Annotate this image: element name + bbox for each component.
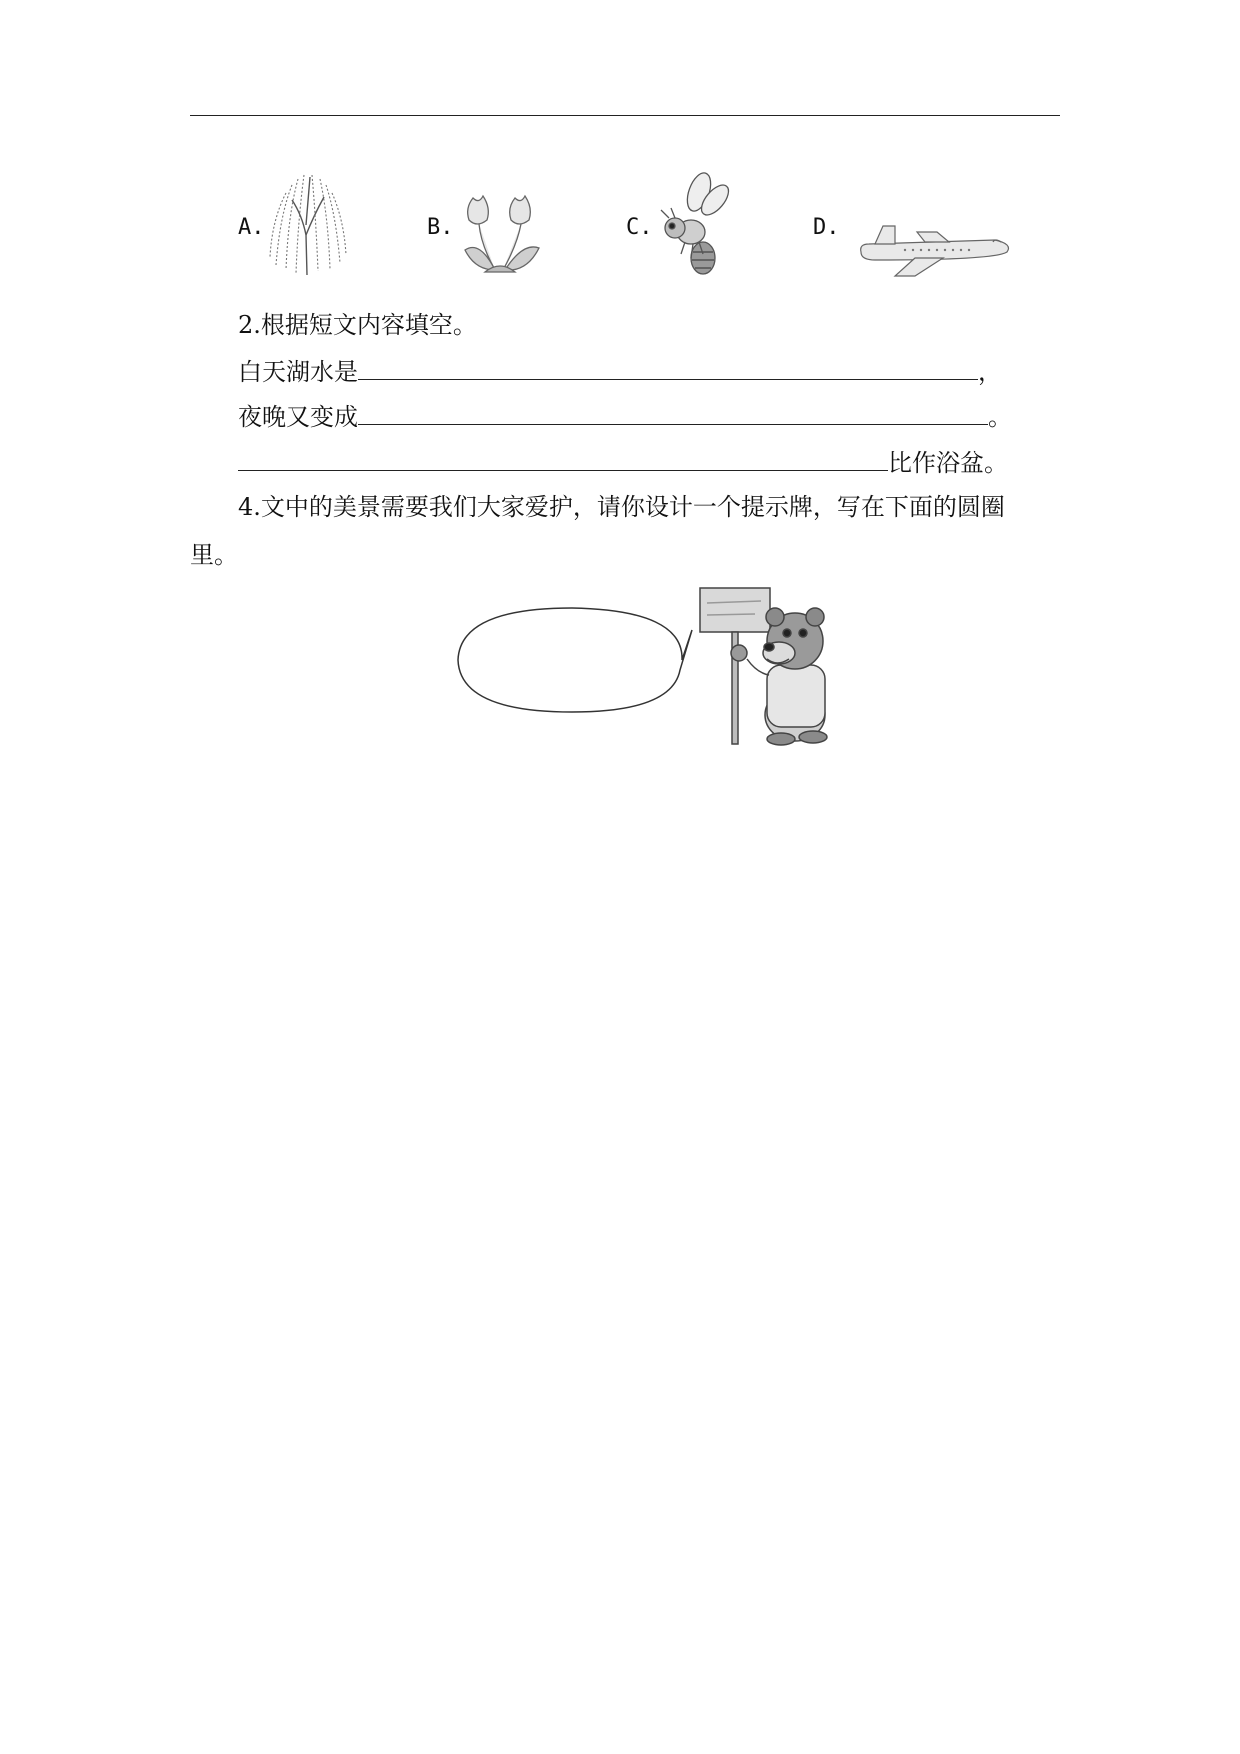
fill-line-2-suffix: 。 — [988, 403, 1012, 431]
answer-blank-1[interactable] — [358, 355, 978, 380]
question-4-line-1: 4.文中的美景需要我们大家爱护，请你设计一个提示牌，写在下面的圆圈 — [238, 493, 1005, 521]
option-b-label: B. — [427, 215, 454, 240]
option-d-label: D. — [813, 215, 840, 240]
answer-blank-2[interactable] — [358, 400, 988, 425]
fill-line-3 — [238, 446, 1008, 478]
fill-line-1 — [238, 355, 1002, 387]
fill-line-2-prefix: 夜晚又变成 — [238, 403, 358, 431]
willow-tree-icon — [262, 165, 352, 277]
question-4-line-2: 里。 — [190, 541, 238, 569]
tulip-flowers-icon — [455, 190, 550, 280]
option-c-label: C. — [626, 215, 653, 240]
fill-line-3-suffix: 比作浴盆。 — [888, 449, 1008, 477]
speech-bubble[interactable] — [452, 600, 702, 720]
bee-icon — [655, 170, 735, 280]
question-2-title: 2.根据短文内容填空。 — [238, 311, 477, 339]
option-a-label: A. — [238, 215, 265, 240]
airplane-icon — [855, 222, 1015, 278]
bear-holding-sign-icon — [695, 583, 840, 748]
fill-line-1-prefix: 白天湖水是 — [238, 358, 358, 386]
fill-line-2 — [238, 400, 1012, 432]
answer-blank-3[interactable] — [238, 446, 888, 471]
fill-line-1-suffix: ， — [978, 358, 1002, 386]
header-rule — [190, 115, 1060, 116]
